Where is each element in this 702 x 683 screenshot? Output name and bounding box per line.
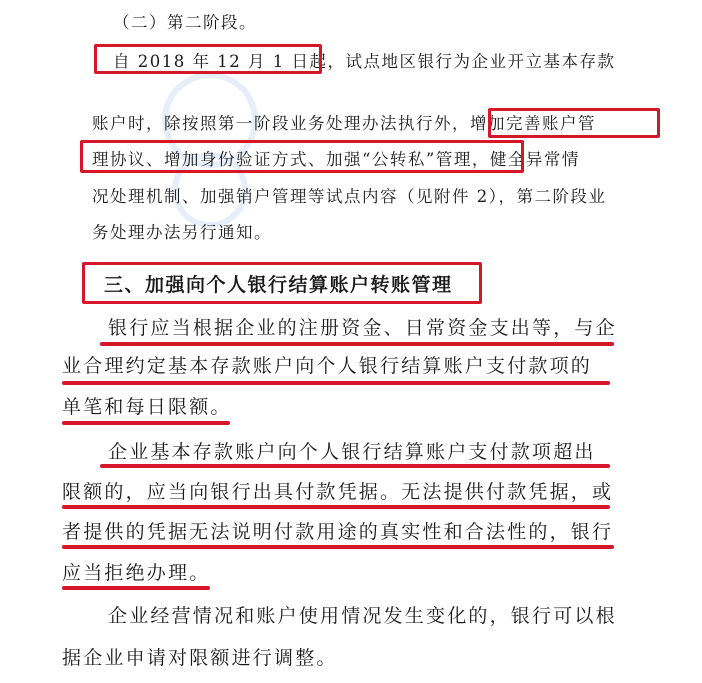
highlight-box-agreement bbox=[488, 108, 660, 138]
underline bbox=[62, 586, 210, 590]
paragraph-line: 况处理机制、加强销户管理等试点内容（见附件 2），第二阶段业 bbox=[92, 187, 607, 206]
paragraph-line: 者提供的凭据无法说明付款用途的真实性和合法性的，银行 bbox=[62, 521, 614, 543]
highlight-box-heading bbox=[82, 262, 482, 304]
paragraph-line: 务处理办法另行通知。 bbox=[92, 223, 272, 242]
underline bbox=[62, 505, 610, 509]
underline bbox=[62, 421, 230, 425]
underline bbox=[100, 464, 610, 468]
paragraph-line: 账户时，除按照第一阶段业务处理办法执行外，增加完善账户管 bbox=[92, 114, 596, 133]
section-subheading: （二）第二阶段。 bbox=[113, 13, 257, 32]
paragraph-line: 银行应当根据企业的注册资金、日常资金支出等，与企 bbox=[108, 317, 617, 339]
underline bbox=[100, 342, 614, 346]
paragraph-line: 应当拒绝办理。 bbox=[62, 562, 211, 584]
underline bbox=[62, 545, 614, 549]
paragraph-line: 业合理约定基本存款账户向个人银行结算账户支付款项的 bbox=[62, 355, 593, 377]
paragraph-line: 据企业申请对限额进行调整。 bbox=[62, 647, 338, 669]
underline bbox=[62, 381, 610, 385]
paragraph-line: 理协议、增加身份验证方式、加强“公转私”管理，健全异常情 bbox=[92, 150, 580, 169]
paragraph-line: 企业经营情况和账户使用情况发生变化的，银行可以根 bbox=[108, 605, 617, 627]
paragraph-line: 单笔和每日限额。 bbox=[62, 396, 232, 418]
paragraph-line: 限额的，应当向银行出具付款凭据。无法提供付款凭据，或 bbox=[62, 481, 614, 503]
section-heading: 三、加强向个人银行结算账户转账管理 bbox=[104, 274, 453, 296]
highlight-box-date bbox=[94, 44, 322, 74]
paragraph-line: 企业基本存款账户向个人银行结算账户支付款项超出 bbox=[108, 441, 596, 463]
highlight-box-transfer-management bbox=[80, 140, 524, 173]
paragraph-line: 自 2018 年 12 月 1 日起，试点地区银行为企业开立基本存款 bbox=[113, 52, 616, 71]
